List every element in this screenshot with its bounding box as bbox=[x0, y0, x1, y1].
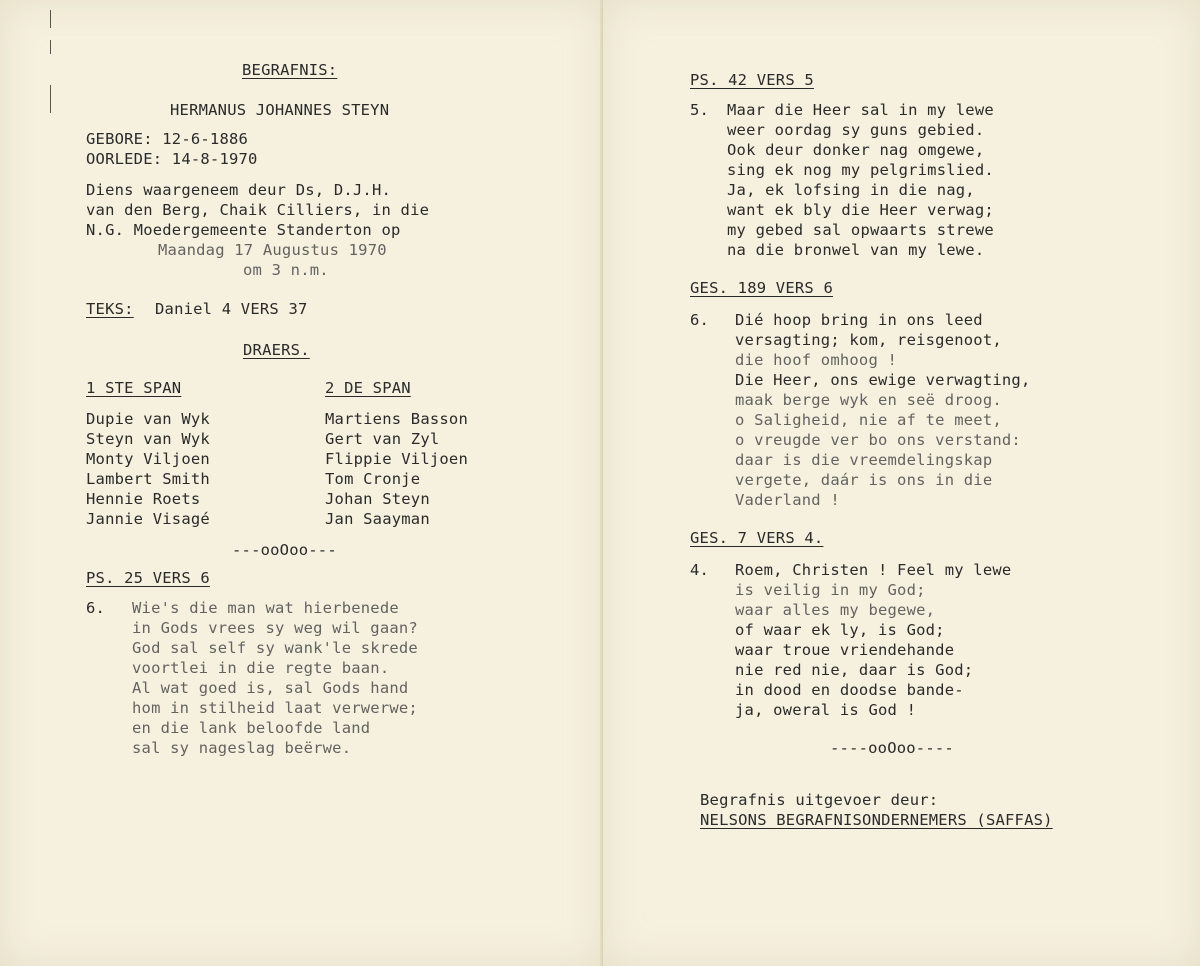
team2-heading: 2 DE SPAN bbox=[325, 379, 411, 397]
hymn4-line: waar troue vriendehande bbox=[735, 641, 955, 659]
team1-heading: 1 STE SPAN bbox=[86, 379, 182, 397]
hymn4-verse-number: 4. bbox=[690, 561, 710, 579]
hymn4-line: is veilig in my God; bbox=[735, 581, 926, 599]
team2-member: Johan Steyn bbox=[325, 490, 430, 508]
scripture-reference: Daniel 4 VERS 37 bbox=[155, 300, 308, 318]
hymn4-title: GES. 7 VERS 4. bbox=[690, 529, 824, 547]
hymn2-verse-number: 5. bbox=[690, 101, 710, 119]
service-line: om 3 n.m. bbox=[243, 261, 329, 279]
team1-member: Steyn van Wyk bbox=[86, 430, 210, 448]
hymn1-line: Wie's die man wat hierbenede bbox=[132, 599, 399, 617]
hymn3-line: daar is die vreemdelingskap bbox=[735, 451, 993, 469]
hymn2-line: weer oordag sy guns gebied. bbox=[727, 121, 985, 139]
service-line: Diens waargeneem deur Ds, D.J.H. bbox=[86, 181, 392, 199]
service-line: N.G. Moedergemeente Standerton op bbox=[86, 221, 401, 239]
hymn3-line: Die Heer, ons ewige verwagting, bbox=[735, 371, 1031, 389]
hymn2-line: Ook deur donker nag omgewe, bbox=[727, 141, 985, 159]
hymn3-line: Vaderland ! bbox=[735, 491, 840, 509]
birth-date: GEBORE: 12-6-1886 bbox=[86, 130, 249, 148]
team1-member: Lambert Smith bbox=[86, 470, 210, 488]
team2-member: Flippie Viljoen bbox=[325, 450, 468, 468]
undertaker-intro: Begrafnis uitgevoer deur: bbox=[700, 791, 939, 809]
section-divider: ----ooOoo---- bbox=[830, 739, 954, 757]
deceased-name: HERMANUS JOHANNES STEYN bbox=[170, 101, 390, 119]
team1-member: Jannie Visagé bbox=[86, 510, 210, 528]
hymn2-line: Ja, ek lofsing in die nag, bbox=[727, 181, 975, 199]
hymn1-line: hom in stilheid laat verwerwe; bbox=[132, 699, 418, 717]
hymn2-line: na die bronwel van my lewe. bbox=[727, 241, 985, 259]
hymn3-line: die hoof omhoog ! bbox=[735, 351, 898, 369]
hymn3-line: o Saligheid, nie af te meet, bbox=[735, 411, 1002, 429]
death-date: OORLEDE: 14-8-1970 bbox=[86, 150, 258, 168]
hymn4-line: in dood en doodse bande- bbox=[735, 681, 964, 699]
hymn3-verse-number: 6. bbox=[690, 311, 710, 329]
hymn4-line: of waar ek ly, is God; bbox=[735, 621, 945, 639]
team2-member: Gert van Zyl bbox=[325, 430, 440, 448]
scripture-label: TEKS: bbox=[86, 300, 134, 318]
margin-mark bbox=[50, 40, 51, 54]
team2-member: Martiens Basson bbox=[325, 410, 468, 428]
hymn3-line: maak berge wyk en seë droog. bbox=[735, 391, 1002, 409]
hymn1-line: en die lank beloofde land bbox=[132, 719, 371, 737]
service-line: Maandag 17 Augustus 1970 bbox=[158, 241, 387, 259]
hymn4-line: waar alles my begewe, bbox=[735, 601, 936, 619]
service-line: van den Berg, Chaik Cilliers, in die bbox=[86, 201, 430, 219]
hymn4-line: ja, oweral is God ! bbox=[735, 701, 917, 719]
team1-member: Dupie van Wyk bbox=[86, 410, 210, 428]
hymn1-title: PS. 25 VERS 6 bbox=[86, 569, 210, 587]
hymn4-line: Roem, Christen ! Feel my lewe bbox=[735, 561, 1012, 579]
hymn1-line: God sal self sy wank'le skrede bbox=[132, 639, 418, 657]
team1-member: Monty Viljoen bbox=[86, 450, 210, 468]
hymn2-title: PS. 42 VERS 5 bbox=[690, 71, 814, 89]
team2-member: Jan Saayman bbox=[325, 510, 430, 528]
team1-member: Hennie Roets bbox=[86, 490, 201, 508]
team2-member: Tom Cronje bbox=[325, 470, 421, 488]
hymn3-line: Dié hoop bring in ons leed bbox=[735, 311, 983, 329]
margin-mark bbox=[50, 10, 51, 28]
hymn1-line: voortlei in die regte baan. bbox=[132, 659, 390, 677]
hymn4-line: nie red nie, daar is God; bbox=[735, 661, 974, 679]
hymn2-line: my gebed sal opwaarts strewe bbox=[727, 221, 994, 239]
margin-mark bbox=[50, 85, 51, 113]
hymn1-verse-number: 6. bbox=[86, 599, 106, 617]
bearers-heading: DRAERS. bbox=[243, 341, 310, 359]
undertaker-name: NELSONS BEGRAFNISONDERNEMERS (SAFFAS) bbox=[700, 811, 1053, 829]
section-divider: ---ooOoo--- bbox=[232, 541, 337, 559]
hymn3-line: versagting; kom, reisgenoot, bbox=[735, 331, 1002, 349]
hymn2-line: sing ek nog my pelgrimslied. bbox=[727, 161, 994, 179]
hymn2-line: Maar die Heer sal in my lewe bbox=[727, 101, 994, 119]
hymn3-line: o vreugde ver bo ons verstand: bbox=[735, 431, 1021, 449]
hymn3-line: vergete, daár is ons in die bbox=[735, 471, 993, 489]
hymn1-line: Al wat goed is, sal Gods hand bbox=[132, 679, 409, 697]
right-page bbox=[603, 0, 1200, 966]
funeral-heading: BEGRAFNIS: bbox=[242, 61, 338, 79]
hymn1-line: sal sy nageslag beërwe. bbox=[132, 739, 352, 757]
hymn1-line: in Gods vrees sy weg wil gaan? bbox=[132, 619, 418, 637]
hymn2-line: want ek bly die Heer verwag; bbox=[727, 201, 994, 219]
hymn3-title: GES. 189 VERS 6 bbox=[690, 279, 833, 297]
